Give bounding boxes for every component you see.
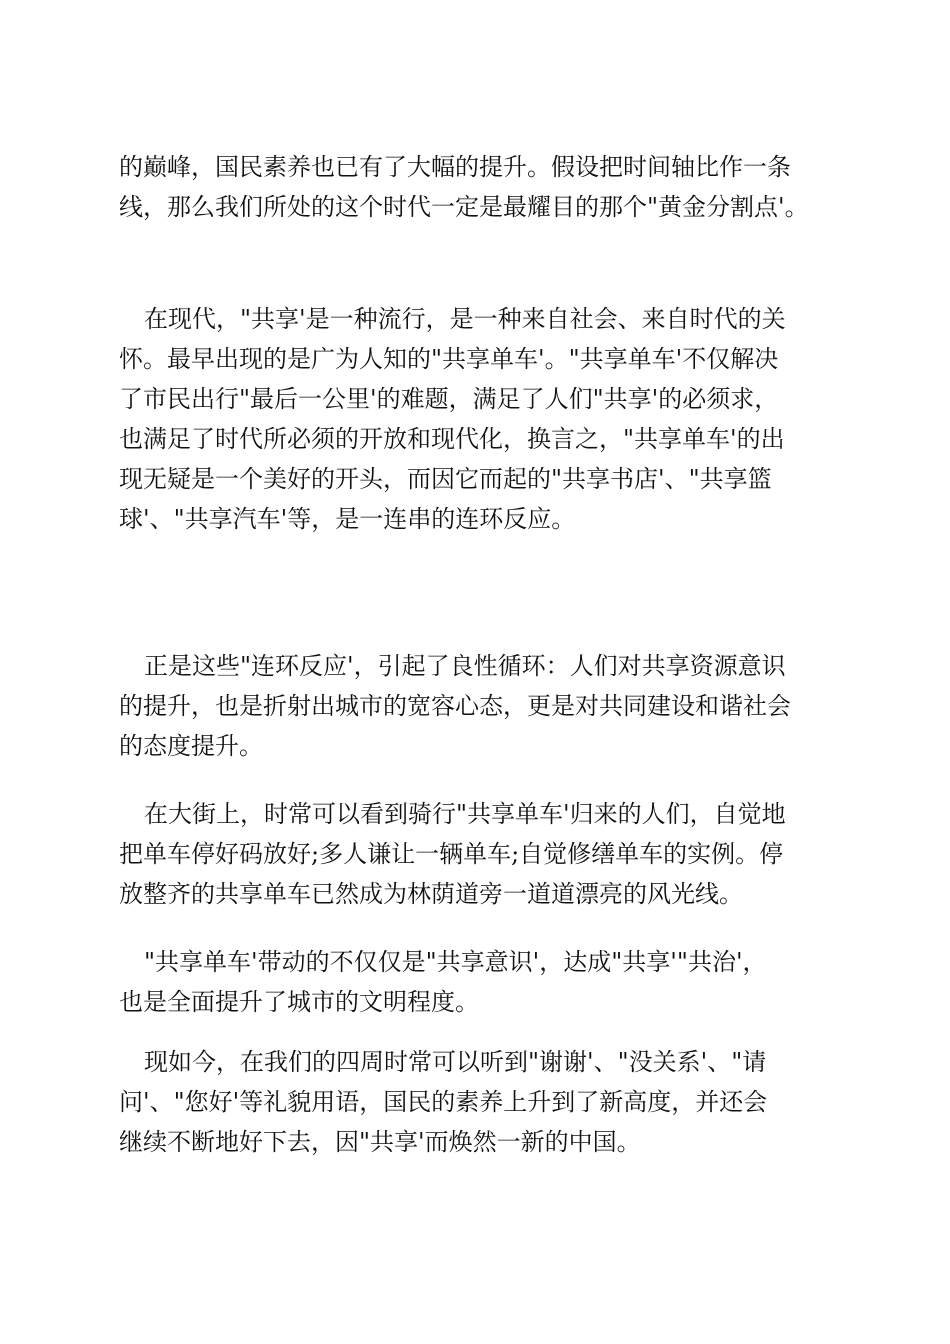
text-line: 也满足了时代所必须的开放和现代化，换言之，"共享单车'的出 [119,425,785,453]
paragraph-street-scene [119,794,839,914]
text-line: "共享单车'带动的不仅仅是"共享意识'，达成"共享'"共治'， [144,948,767,976]
text-line: 在大街上，时常可以看到骑行"共享单车'归来的人们，自觉地 [144,800,786,828]
text-line: 现如今，在我们的四周时常可以听到"谢谢'、"没关系'、"请 [144,1048,767,1076]
text-line: 把单车停好码放好;多人谦让一辆单车;自觉修缮单车的实例。停 [119,840,784,868]
paragraph-conclusion [119,1042,839,1162]
paragraph-civility [119,942,839,1022]
paragraph-chain-reaction [119,646,839,766]
text-line: 正是这些"连环反应'，引起了良性循环：人们对共享资源意识 [144,652,786,680]
text-line: 线，那么我们所处的这个时代一定是最耀目的那个"黄金分割点'。 [119,193,809,221]
text-line: 的提升，也是折射出城市的宽容心态，更是对共同建设和谐社会 [119,692,791,720]
text-line: 也是全面提升了城市的文明程度。 [119,988,479,1016]
paragraph-sharing-trend [119,299,839,539]
text-line: 的巅峰，国民素养也已有了大幅的提升。假设把时间轴比作一条 [119,153,791,181]
text-line: 在现代，"共享'是一种流行，是一种来自社会、来自时代的关 [144,305,786,333]
paragraph-continuation [119,147,839,227]
text-line: 了市民出行"最后一公里'的难题，满足了人们"共享'的必须求， [119,385,779,413]
text-line: 现无疑是一个美好的开头，而因它而起的"共享书店'、"共享篮 [119,465,772,493]
text-line: 继续不断地好下去，因"共享'而焕然一新的中国。 [119,1128,641,1156]
text-line: 的态度提升。 [119,732,263,760]
text-line: 问'、"您好'等礼貌用语，国民的素养上升到了新高度，并还会 [119,1088,768,1116]
text-line: 放整齐的共享单车已然成为林荫道旁一道道漂亮的风光线。 [119,880,743,908]
text-line: 球'、"共享汽车'等，是一连串的连环反应。 [119,505,576,533]
text-line: 怀。最早出现的是广为人知的"共享单车'。"共享单车'不仅解决 [119,345,779,373]
